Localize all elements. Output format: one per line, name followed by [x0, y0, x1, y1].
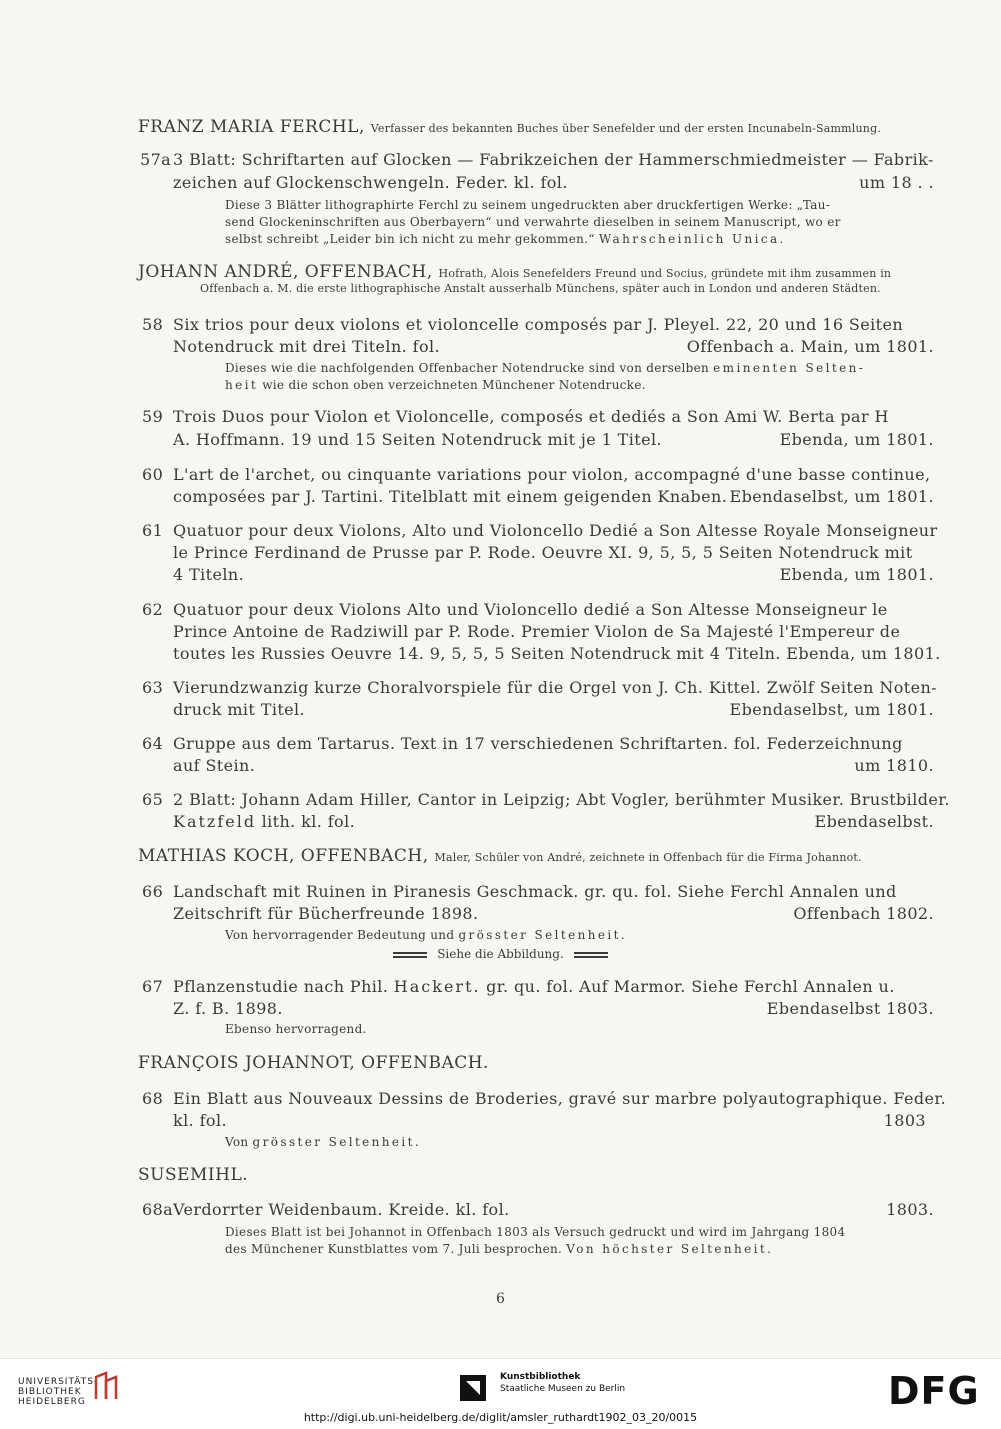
- entry-line: Trois Duos pour Violon et Violoncelle, composés et dediés a Son Ami W. Berta par H: [173, 407, 889, 426]
- entry-date: Ebendaselbst, um 1801.: [729, 487, 934, 506]
- entry-text: zeichen auf Glockenschwengeln. Feder. kl. fol.: [173, 173, 568, 192]
- entry-date: 1803.: [886, 1200, 934, 1219]
- entry-number: 58: [142, 315, 164, 334]
- entry-note: [225, 1241, 937, 1257]
- university-library-logo-text: [18, 1377, 98, 1407]
- entry-date: Offenbach 1802.: [793, 904, 934, 923]
- entry-artist: Hackert.: [393, 977, 481, 996]
- dfg-logo: DFG: [888, 1369, 980, 1413]
- entry-line: [173, 564, 934, 586]
- entry-date: Ebenda, um 1801.: [779, 430, 934, 449]
- figure-reference: [0, 947, 1001, 961]
- section-heading-ferchl: [138, 117, 938, 137]
- note-emphasis: eminenten Selten-: [713, 361, 866, 375]
- section-description: Maler, Schüler von André, zeichnete in Offenbach für die Firma Johannot.: [434, 851, 862, 864]
- entry-line: [173, 429, 934, 451]
- entry-line: [173, 172, 934, 194]
- entry-number: 66: [142, 882, 164, 901]
- entry-line: [173, 1199, 934, 1221]
- kb-line: Kunstbibliothek: [500, 1372, 581, 1382]
- entry-line: Quatuor pour deux Violons, Alto und Violoncello Dedié a Son Altesse Royale Monseigneur: [173, 521, 938, 540]
- section-name: FRANZ MARIA FERCHL,: [138, 117, 365, 137]
- entry-text: druck mit Titel.: [173, 700, 306, 719]
- entry-number: 57a: [140, 150, 172, 169]
- note-text: Von: [225, 1135, 249, 1149]
- entry-date: um 18 . .: [859, 173, 934, 192]
- entry-number: 68a: [142, 1200, 174, 1219]
- footer-bar: [0, 1358, 1001, 1429]
- entry-date: Ebendaselbst, um 1801.: [729, 700, 934, 719]
- note-emphasis: grösster Seltenheit.: [458, 928, 628, 942]
- double-rule: [393, 952, 427, 958]
- note-text: wie die schon oben verzeichneten Münchener Notendrucke.: [262, 378, 646, 392]
- page-number: 6: [496, 1291, 505, 1307]
- entry-text: auf Stein.: [173, 756, 256, 775]
- entry-text: composées par J. Tartini. Titelblatt mit einem geigenden Knaben.: [173, 487, 728, 506]
- entry-date: Ebendaselbst.: [814, 812, 934, 831]
- note-emphasis: grösster Seltenheit.: [252, 1135, 422, 1149]
- section-name: SUSEMIHL.: [138, 1165, 249, 1185]
- entry-line: [173, 998, 934, 1020]
- section-heading-koch: [138, 846, 938, 866]
- entry-number: 68: [142, 1089, 164, 1108]
- section-name: FRANÇOIS JOHANNOT, OFFENBACH.: [138, 1053, 489, 1073]
- entry-line: [173, 976, 934, 998]
- entry-line: Gruppe aus dem Tartarus. Text in 17 verschiedenen Schriftarten. fol. Federzeichnung: [173, 734, 903, 753]
- section-heading-susemihl: [138, 1165, 938, 1185]
- entry-line: Quatuor pour deux Violons Alto und Violoncello dedié a Son Altesse Monseigneur le: [173, 600, 888, 619]
- entry-note: [225, 927, 937, 943]
- entry-number: 67: [142, 977, 164, 996]
- entry-text: gr. qu. fol. Auf Marmor. Siehe Ferchl Annalen u.: [486, 977, 895, 996]
- entry-text: A. Hoffmann. 19 und 15 Seiten Notendruck mit je 1 Titel.: [173, 430, 662, 449]
- entry-note: Ebenso hervorragend.: [225, 1022, 367, 1036]
- entry-line: toutes les Russies Oeuvre 14. 9, 5, 5, 5 Seiten Notendruck mit 4 Titeln. Ebenda, um 1801.: [173, 644, 941, 663]
- entry-text: Pflanzenstudie nach Phil.: [173, 977, 389, 996]
- entry-number: 64: [142, 734, 164, 753]
- note-text: des Münchener Kunstblattes vom 7. Juli besprochen.: [225, 1242, 563, 1256]
- note-text: selbst schreibt „Leider bin ich nicht zu mehr gekommen.“: [225, 232, 595, 246]
- entry-line: [173, 755, 934, 777]
- entry-number: 59: [142, 407, 164, 426]
- entry-date: Ebenda, um 1801.: [779, 565, 934, 584]
- entry-note: [225, 377, 937, 393]
- university-library-logo-icon: [92, 1369, 120, 1403]
- entry-number: 62: [142, 600, 164, 619]
- entry-line: [173, 1110, 934, 1132]
- note-text: Dieses wie die nachfolgenden Offenbacher Notendrucke sind von derselben: [225, 361, 710, 375]
- entry-line: Prince Antoine de Radziwill par P. Rode. Premier Violon de Sa Majesté l'Empereur de: [173, 622, 901, 641]
- entry-line: Landschaft mit Ruinen in Piranesis Geschmack. gr. qu. fol. Siehe Ferchl Annalen und: [173, 882, 897, 901]
- entry-date: 1803: [883, 1111, 926, 1130]
- note-emphasis: Von höchster Seltenheit.: [566, 1242, 774, 1256]
- entry-line: 3 Blatt: Schriftarten auf Glocken — Fabrikzeichen der Hammerschmiedmeister — Fabrik-: [173, 150, 934, 169]
- kunstbibliothek-logo-icon: [458, 1373, 488, 1403]
- section-description: Verfasser des bekannten Buches über Senefelder und der ersten Incunabeln-Sammlung.: [370, 122, 882, 135]
- entry-date: um 1810.: [854, 756, 934, 775]
- entry-note: [225, 360, 937, 376]
- entry-date: Offenbach a. Main, um 1801.: [686, 337, 934, 356]
- entry-line: [173, 336, 934, 358]
- entry-line: Ein Blatt aus Nouveaux Dessins de Broderies, gravé sur marbre polyautographique. Feder.: [173, 1089, 947, 1108]
- entry-note: Diese 3 Blätter lithographirte Ferchl zu seinem ungedruckten aber druckfertigen Werke: „Tau-: [225, 198, 831, 212]
- note-emphasis: heit: [225, 378, 259, 392]
- entry-text: kl. fol.: [173, 1111, 227, 1130]
- entry-number: 61: [142, 521, 164, 540]
- double-rule: [574, 952, 608, 958]
- entry-line: Vierundzwanzig kurze Choralvorspiele für die Orgel von J. Ch. Kittel. Zwölf Seiten Noten-: [173, 678, 937, 697]
- section-name: JOHANN ANDRÉ, OFFENBACH,: [138, 262, 433, 282]
- entry-date: Ebendaselbst 1803.: [766, 999, 934, 1018]
- section-heading-johannot: [138, 1053, 938, 1073]
- entry-text: Z. f. B. 1898.: [173, 999, 283, 1018]
- entry-note: [225, 1134, 937, 1150]
- note-text: Von hervorragender Bedeutung und: [225, 928, 455, 942]
- entry-number: 63: [142, 678, 164, 697]
- entry-line: le Prince Ferdinand de Prusse par P. Rode. Oeuvre XI. 9, 5, 5, 5 Seiten Notendruck mit: [173, 543, 913, 562]
- entry-note: [225, 231, 937, 247]
- entry-line: [173, 699, 934, 721]
- entry-line: [173, 811, 934, 833]
- kunstbibliothek-logo-text: [500, 1371, 625, 1395]
- entry-number: 60: [142, 465, 164, 484]
- entry-text: Verdorrter Weidenbaum. Kreide. kl. fol.: [173, 1200, 510, 1219]
- entry-line: 2 Blatt: Johann Adam Hiller, Cantor in Leipzig; Abt Vogler, berühmter Musiker. Brustbilder.: [173, 790, 950, 809]
- entry-text: Notendruck mit drei Titeln. fol.: [173, 337, 440, 356]
- entry-number: 65: [142, 790, 164, 809]
- entry-line: Six trios pour deux violons et violoncelle composés par J. Pleyel. 22, 20 und 16 Seiten: [173, 315, 904, 334]
- section-description-continued: Offenbach a. M. die erste lithographische Anstalt ausserhalb Münchens, später auch in London und anderen Städten.: [200, 282, 881, 295]
- uni-line: HEIDELBERG: [18, 1397, 86, 1407]
- entry-artist: Katzfeld: [173, 812, 257, 831]
- kb-line: Staatliche Museen zu Berlin: [500, 1384, 626, 1394]
- entry-line: L'art de l'archet, ou cinquante variations pour violon, accompagné d'une basse continue,: [173, 465, 931, 484]
- entry-note: send Glockeninschriften aus Oberbayern“ und verwahrte dieselben in seinem Manuscript, wo er: [225, 215, 841, 229]
- section-heading-andre: [138, 262, 938, 295]
- section-description: Hofrath, Alois Senefelders Freund und Socius, gründete mit ihm zusammen in: [438, 267, 892, 280]
- entry-line: [173, 486, 934, 508]
- section-name: MATHIAS KOCH, OFFENBACH,: [138, 846, 429, 866]
- uni-line: BIBLIOTHEK: [18, 1387, 82, 1397]
- source-url[interactable]: http://digi.ub.uni-heidelberg.de/diglit/amsler_ruthardt1902_03_20/0015: [303, 1411, 698, 1424]
- note-emphasis: Wahrscheinlich Unica.: [598, 232, 786, 246]
- figure-reference-text: Siehe die Abbildung.: [437, 947, 564, 961]
- entry-text: 4 Titeln.: [173, 565, 245, 584]
- entry-text: lith. kl. fol.: [261, 812, 356, 831]
- entry-line: [173, 903, 934, 925]
- entry-text: Zeitschrift für Bücherfreunde 1898.: [173, 904, 479, 923]
- entry-note: Dieses Blatt ist bei Johannot in Offenbach 1803 als Versuch gedruckt und wird im Jahrgang 1804: [225, 1225, 846, 1239]
- uni-line: UNIVERSITÄTS-: [18, 1377, 99, 1387]
